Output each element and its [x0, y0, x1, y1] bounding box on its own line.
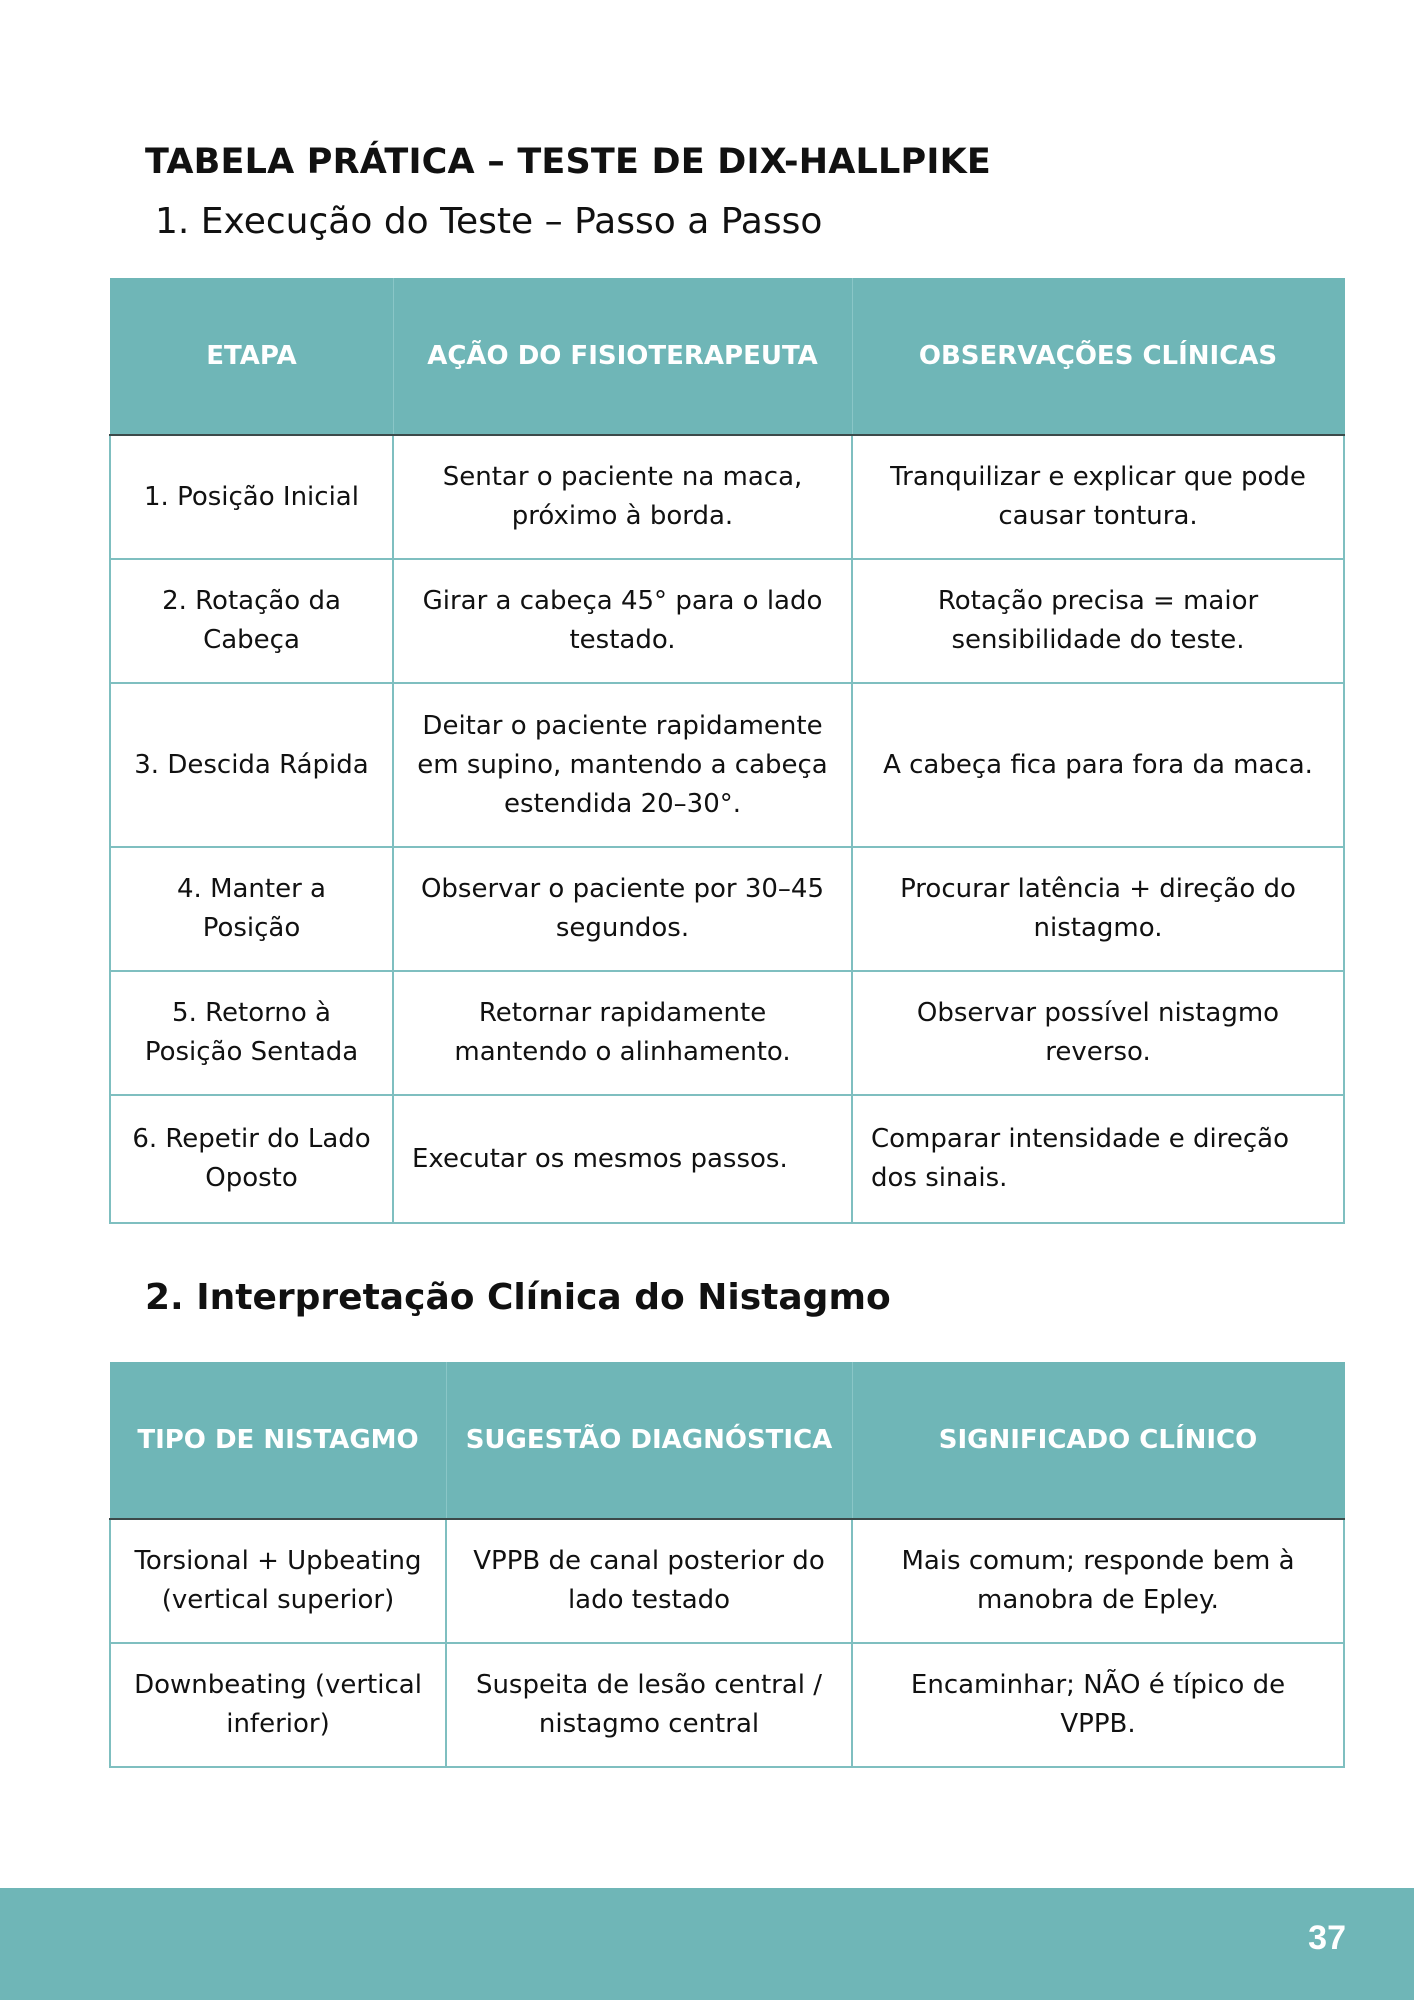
- table-row: [110, 1643, 1344, 1767]
- dix-hallpike-steps-table: [109, 278, 1345, 1224]
- diagnosis-cell: VPPB de canal posterior do lado testado: [446, 1519, 852, 1643]
- column-header-observacoes: OBSERVAÇÕES CLÍNICAS: [852, 278, 1344, 435]
- step-cell: 1. Posição Inicial: [110, 435, 393, 559]
- footer-bar: [0, 1888, 1414, 2000]
- table-header-row: [110, 278, 1344, 435]
- nystagmus-interpretation-table: [109, 1362, 1345, 1768]
- action-cell: Deitar o paciente rapidamente em supino, mantendo a cabeça estendida 20–30°.: [393, 683, 852, 847]
- column-header-sugestao: SUGESTÃO DIAGNÓSTICA: [446, 1362, 852, 1519]
- action-cell: Executar os mesmos passos.: [393, 1095, 852, 1223]
- action-cell: Girar a cabeça 45° para o lado testado.: [393, 559, 852, 683]
- section-1-title: 1. Execução do Teste – Passo a Passo: [155, 201, 823, 242]
- step-cell: 2. Rotação da Cabeça: [110, 559, 393, 683]
- page-number: 37: [1308, 1919, 1346, 1957]
- table-row: [110, 847, 1344, 971]
- step-cell: 4. Manter a Posição: [110, 847, 393, 971]
- table-row: [110, 1095, 1344, 1223]
- observation-cell: Tranquilizar e explicar que pode causar tontura.: [852, 435, 1344, 559]
- document-title: TABELA PRÁTICA – TESTE DE DIX-HALLPIKE: [145, 142, 992, 182]
- table-row: [110, 971, 1344, 1095]
- nystagmus-type-cell: Torsional + Upbeating (vertical superior): [110, 1519, 446, 1643]
- table-row: [110, 435, 1344, 559]
- column-header-acao: AÇÃO DO FISIOTERAPEUTA: [393, 278, 852, 435]
- nystagmus-type-cell: Downbeating (vertical inferior): [110, 1643, 446, 1767]
- section-2-title: 2. Interpretação Clínica do Nistagmo: [145, 1277, 891, 1318]
- table-row: [110, 559, 1344, 683]
- column-header-etapa: ETAPA: [110, 278, 393, 435]
- column-header-tipo: TIPO DE NISTAGMO: [110, 1362, 446, 1519]
- significance-cell: Encaminhar; NÃO é típico de VPPB.: [852, 1643, 1344, 1767]
- observation-cell: Comparar intensidade e direção dos sinais.: [852, 1095, 1344, 1223]
- observation-cell: Observar possível nistagmo reverso.: [852, 971, 1344, 1095]
- table-row: [110, 683, 1344, 847]
- column-header-significado: SIGNIFICADO CLÍNICO: [852, 1362, 1344, 1519]
- observation-cell: Procurar latência + direção do nistagmo.: [852, 847, 1344, 971]
- action-cell: Sentar o paciente na maca, próximo à borda.: [393, 435, 852, 559]
- diagnosis-cell: Suspeita de lesão central / nistagmo central: [446, 1643, 852, 1767]
- action-cell: Retornar rapidamente mantendo o alinhamento.: [393, 971, 852, 1095]
- action-cell: Observar o paciente por 30–45 segundos.: [393, 847, 852, 971]
- observation-cell: Rotação precisa = maior sensibilidade do teste.: [852, 559, 1344, 683]
- significance-cell: Mais comum; responde bem à manobra de Epley.: [852, 1519, 1344, 1643]
- step-cell: 6. Repetir do Lado Oposto: [110, 1095, 393, 1223]
- step-cell: 5. Retorno à Posição Sentada: [110, 971, 393, 1095]
- table-header-row: [110, 1362, 1344, 1519]
- table-row: [110, 1519, 1344, 1643]
- observation-cell: A cabeça fica para fora da maca.: [852, 683, 1344, 847]
- step-cell: 3. Descida Rápida: [110, 683, 393, 847]
